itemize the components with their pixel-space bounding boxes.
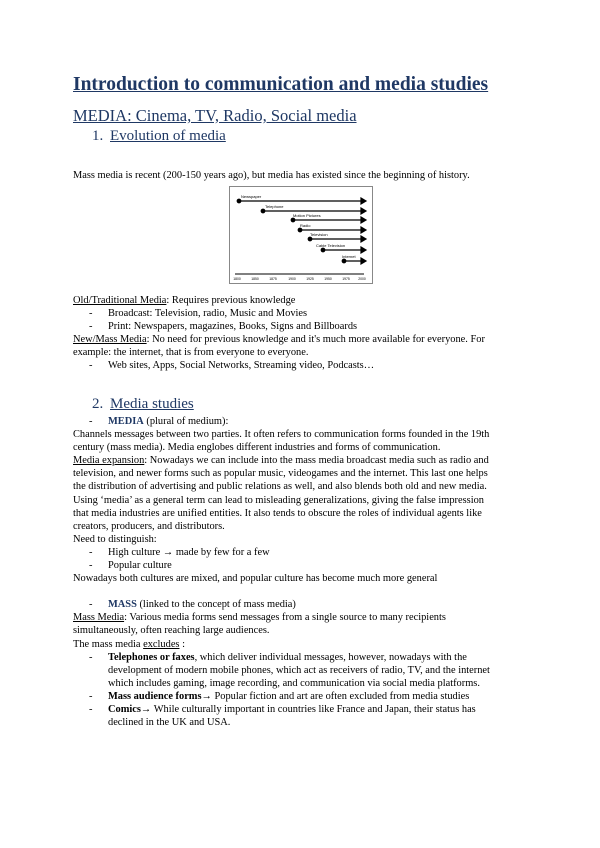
section-2-heading bbox=[92, 396, 194, 413]
section-number: 2. bbox=[92, 396, 104, 412]
timeline-label: Internet bbox=[342, 254, 356, 259]
intro-paragraph: Mass media is recent (200-150 years ago), but media has existed since the beginning of history. bbox=[73, 170, 470, 181]
section-1-heading bbox=[92, 128, 226, 145]
arrow-icon bbox=[361, 198, 366, 204]
section-title: Evolution of media bbox=[110, 128, 226, 144]
page-title: Introduction to communication and media studies bbox=[73, 74, 489, 95]
list-item: - High culture → made by few for a few bbox=[89, 546, 270, 558]
timeline-year: 1925 bbox=[306, 277, 314, 281]
mass-definition-head: - MASS (linked to the concept of mass media) bbox=[89, 599, 296, 611]
list-item: - Mass audience forms→ Popular fiction and art are often excluded from media studies bbox=[89, 690, 470, 702]
media-timeline-figure bbox=[229, 186, 373, 284]
timeline-year: 2000 bbox=[358, 277, 366, 281]
arrow-icon bbox=[361, 227, 366, 233]
marker-dot bbox=[237, 199, 241, 203]
arrow-icon bbox=[361, 258, 366, 264]
timeline-svg bbox=[230, 187, 372, 283]
list-item: - Web sites, Apps, Social Networks, Streaming video, Podcasts… bbox=[89, 360, 375, 372]
timeline-label: Cable Television bbox=[316, 243, 346, 248]
timeline-year: 1975 bbox=[342, 277, 350, 281]
old-media-line: Old/Traditional Media: Requires previous knowledge bbox=[73, 295, 296, 306]
arrow-icon bbox=[361, 247, 366, 253]
section-number: 1. bbox=[92, 128, 104, 144]
media-types-section: Old/Traditional Media: Requires previous knowledge - Broadcast: Television, radio, Music and Movies - Print: Newspapers, magazines, Books, Signs and Billboards New/Mass Media: No need for previous knowledge and it's much more available for everyone. For example: the internet, that is from everyone to everyone. - Web sites, Apps, Social Networks, Streaming video, Podcasts… bbox=[73, 294, 533, 373]
timeline-label: Television bbox=[310, 232, 328, 237]
list-item: - Popular culture bbox=[89, 560, 172, 572]
marker-dot bbox=[342, 259, 346, 263]
timeline-year: 1875 bbox=[269, 277, 277, 281]
arrow-icon bbox=[361, 236, 366, 242]
timeline-label: Motion Pictures bbox=[293, 213, 321, 218]
marker-dot bbox=[321, 248, 325, 252]
list-item: - Comics→ While culturally important in countries like France and Japan, their status has declined in the UK and USA. bbox=[89, 703, 476, 729]
marker-dot bbox=[308, 237, 312, 241]
marker-dot bbox=[291, 218, 295, 222]
timeline-label: Radio bbox=[300, 223, 311, 228]
list-item: - Telephones or faxes, which deliver individual messages, however, nowadays with the development of modern mobile phones, which act as receivers of radio, TV, and the internet which includes gaming, image recording, and communication via social media platforms. bbox=[89, 651, 490, 689]
media-studies-section: - MEDIA (plural of medium): Channels messages between two parties. It often refers to communication forms founded in the 19th century (mass media). Media englobes different industries and forms of communication. Media expansion: Nowadays we can include into the mass media broadcast media such as radio and television, and newer forms such as popular music, videogames and the internet. This last one helps the distribution of advertising and public relations as well, and also blends both old and new media. Using ‘media’ as a general term can lead to misleading generalizations, giving the false impression that media industries are unified entities. It also tends to obscure the roles of individual agents like creators, producers, and distributors. Need to distinguish: - High culture → made by few for a few - Popular culture Nowadays both cultures are mixed, and popular culture has become much more general - MASS (linked to the concept of mass media) Mass Media: Various media forms send messages from a single source to many recipients simultaneously, often reaching large audiences. The mass media excludes : - Telephones or faxes, which deliver individual messages, however, nowadays with the development of modern mobile phones, which act as receivers of radio, TV, and the internet which includes gaming, image recording, and communication via social media platforms. - Mass audience forms→ Popular fiction and art are often excluded from media studies - Comics→ While culturally important in countries like France and Japan, their status has declined in the UK and USA. bbox=[73, 415, 533, 729]
new-media-line: New/Mass Media: No need for previous knowledge and it's much more available for everyone. For bbox=[73, 334, 485, 346]
timeline-label: Newspaper bbox=[241, 194, 262, 199]
list-item: - Broadcast: Television, radio, Music and Movies bbox=[89, 308, 308, 320]
arrow-icon bbox=[361, 217, 366, 223]
list-item: - Print: Newspapers, magazines, Books, Signs and Billboards bbox=[89, 321, 358, 333]
timeline-year: 1800 bbox=[233, 277, 241, 281]
arrow-icon bbox=[361, 208, 366, 214]
marker-dot bbox=[298, 228, 302, 232]
timeline-year: 1850 bbox=[251, 277, 259, 281]
timeline-label: Telephone bbox=[265, 204, 284, 209]
timeline-year: 1950 bbox=[324, 277, 332, 281]
page-subtitle: MEDIA: Cinema, TV, Radio, Social media bbox=[73, 106, 357, 125]
timeline-year: 1900 bbox=[288, 277, 296, 281]
media-definition-head: - MEDIA (plural of medium): bbox=[89, 416, 229, 427]
marker-dot bbox=[261, 209, 265, 213]
section-title: Media studies bbox=[110, 396, 194, 412]
